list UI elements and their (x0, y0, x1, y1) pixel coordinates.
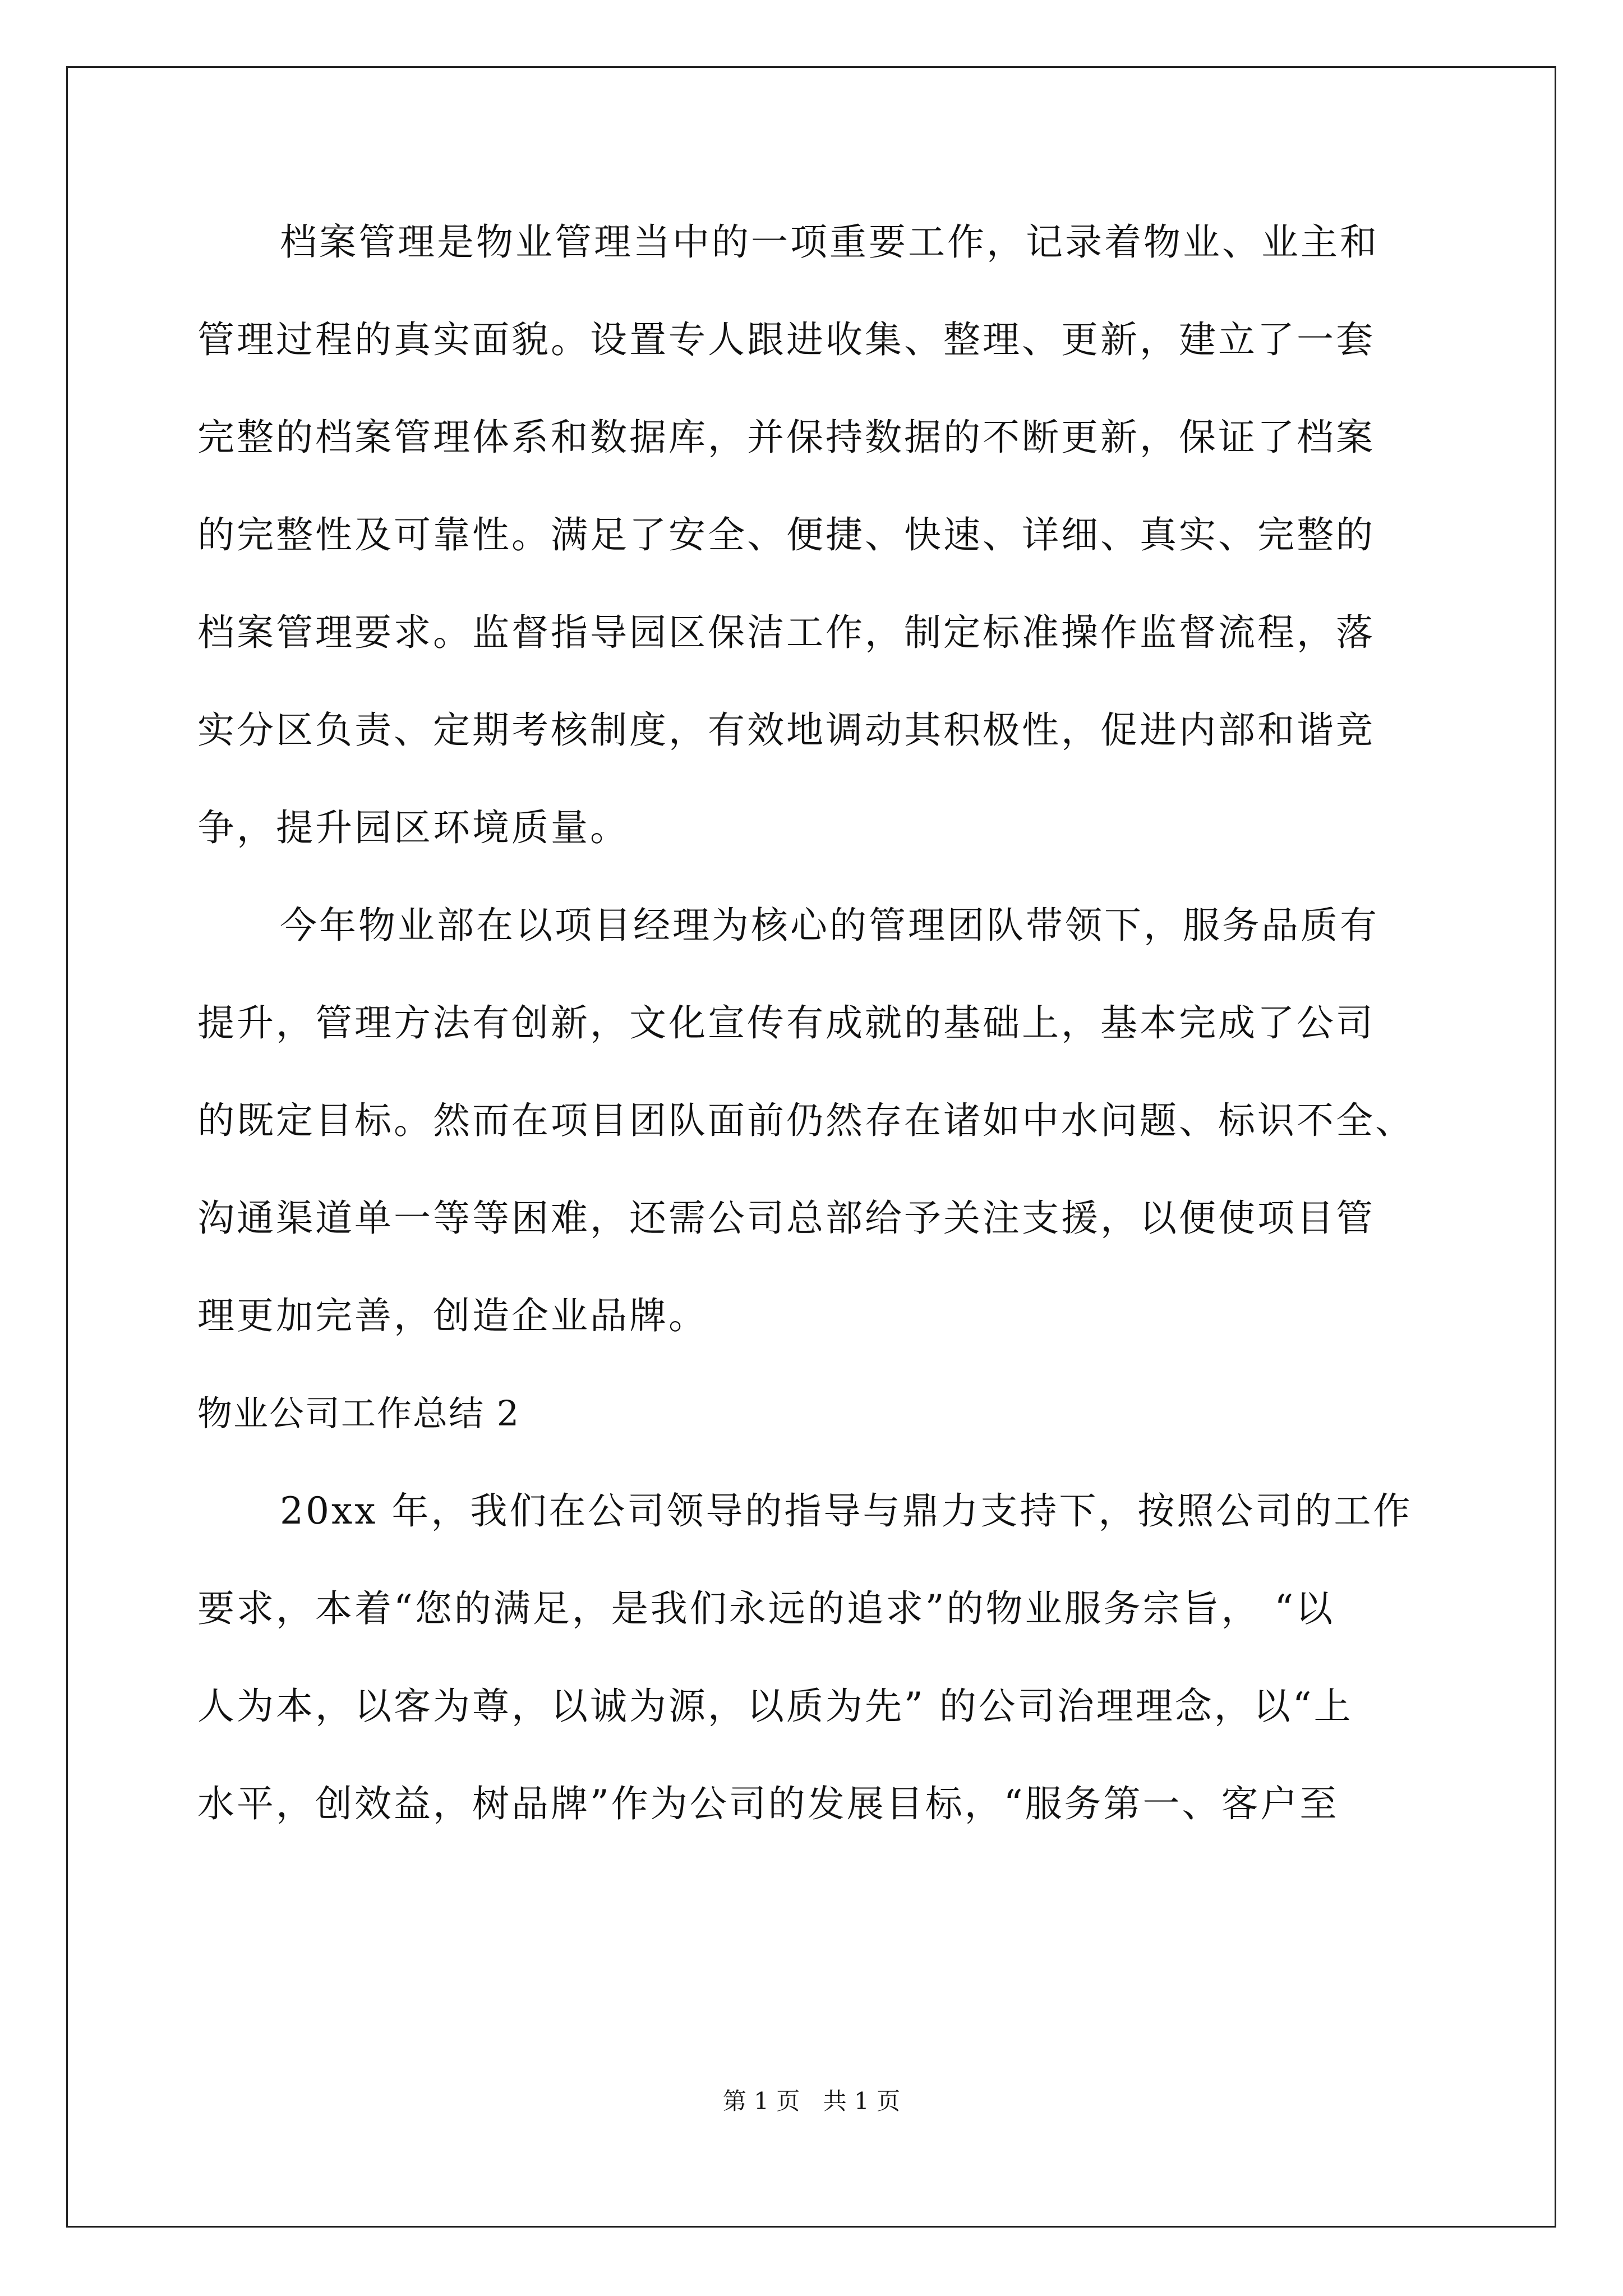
page-number: 第 1 页 (722, 2087, 800, 2115)
paragraph-1-line-1: 档案管理是物业管理当中的一项重要工作，记录着物业、业主和 (280, 220, 1379, 264)
paragraph-2-line-2: 提升，管理方法有创新，文化宣传有成就的基础上，基本完成了公司 (197, 1001, 1375, 1045)
paragraph-1-line-4: 的完整性及可靠性。满足了安全、便捷、快速、详细、真实、完整的 (197, 513, 1375, 556)
paragraph-2-line-3: 的既定目标。然而在项目团队面前仍然存在诸如中水问题、标识不全、 (197, 1099, 1414, 1142)
section-heading: 物业公司工作总结 2 (197, 1393, 520, 1434)
paragraph-2-line-1: 今年物业部在以项目经理为核心的管理团队带领下，服务品质有 (280, 904, 1379, 947)
paragraph-2-line-4: 沟通渠道单一等等困难，还需公司总部给予关注支援，以便使项目管 (197, 1197, 1375, 1240)
page-footer (0, 2085, 1623, 2118)
paragraph-3-line-3: 人为本，以客为尊，以诚为源，以质为先” 的公司治理理念，以“上 (197, 1685, 1353, 1728)
paragraph-1-line-6: 实分区负责、定期考核制度，有效地调动其积极性，促进内部和谐竞 (197, 708, 1375, 752)
paragraph-3-line-4: 水平，创效益，树品牌”作为公司的发展目标，“服务第一、客户至 (197, 1782, 1339, 1825)
page-total: 共 1 页 (823, 2087, 901, 2115)
paragraph-2-line-5: 理更加完善，创造企业品牌。 (197, 1294, 708, 1337)
paragraph-1-line-2: 管理过程的真实面貌。设置专人跟进收集、整理、更新，建立了一套 (197, 318, 1375, 361)
paragraph-1-line-3: 完整的档案管理体系和数据库，并保持数据的不断更新，保证了档案 (197, 416, 1375, 459)
paragraph-1-line-5: 档案管理要求。监督指导园区保洁工作，制定标准操作监督流程，落 (197, 611, 1375, 654)
paragraph-1-line-7: 争，提升园区环境质量。 (197, 806, 629, 849)
paragraph-3-line-1: 20xx 年，我们在公司领导的指导与鼎力支持下，按照公司的工作 (280, 1489, 1413, 1533)
paragraph-3-line-2: 要求，本着“您的满足，是我们永远的追求”的物业服务宗旨， “以 (197, 1587, 1335, 1630)
